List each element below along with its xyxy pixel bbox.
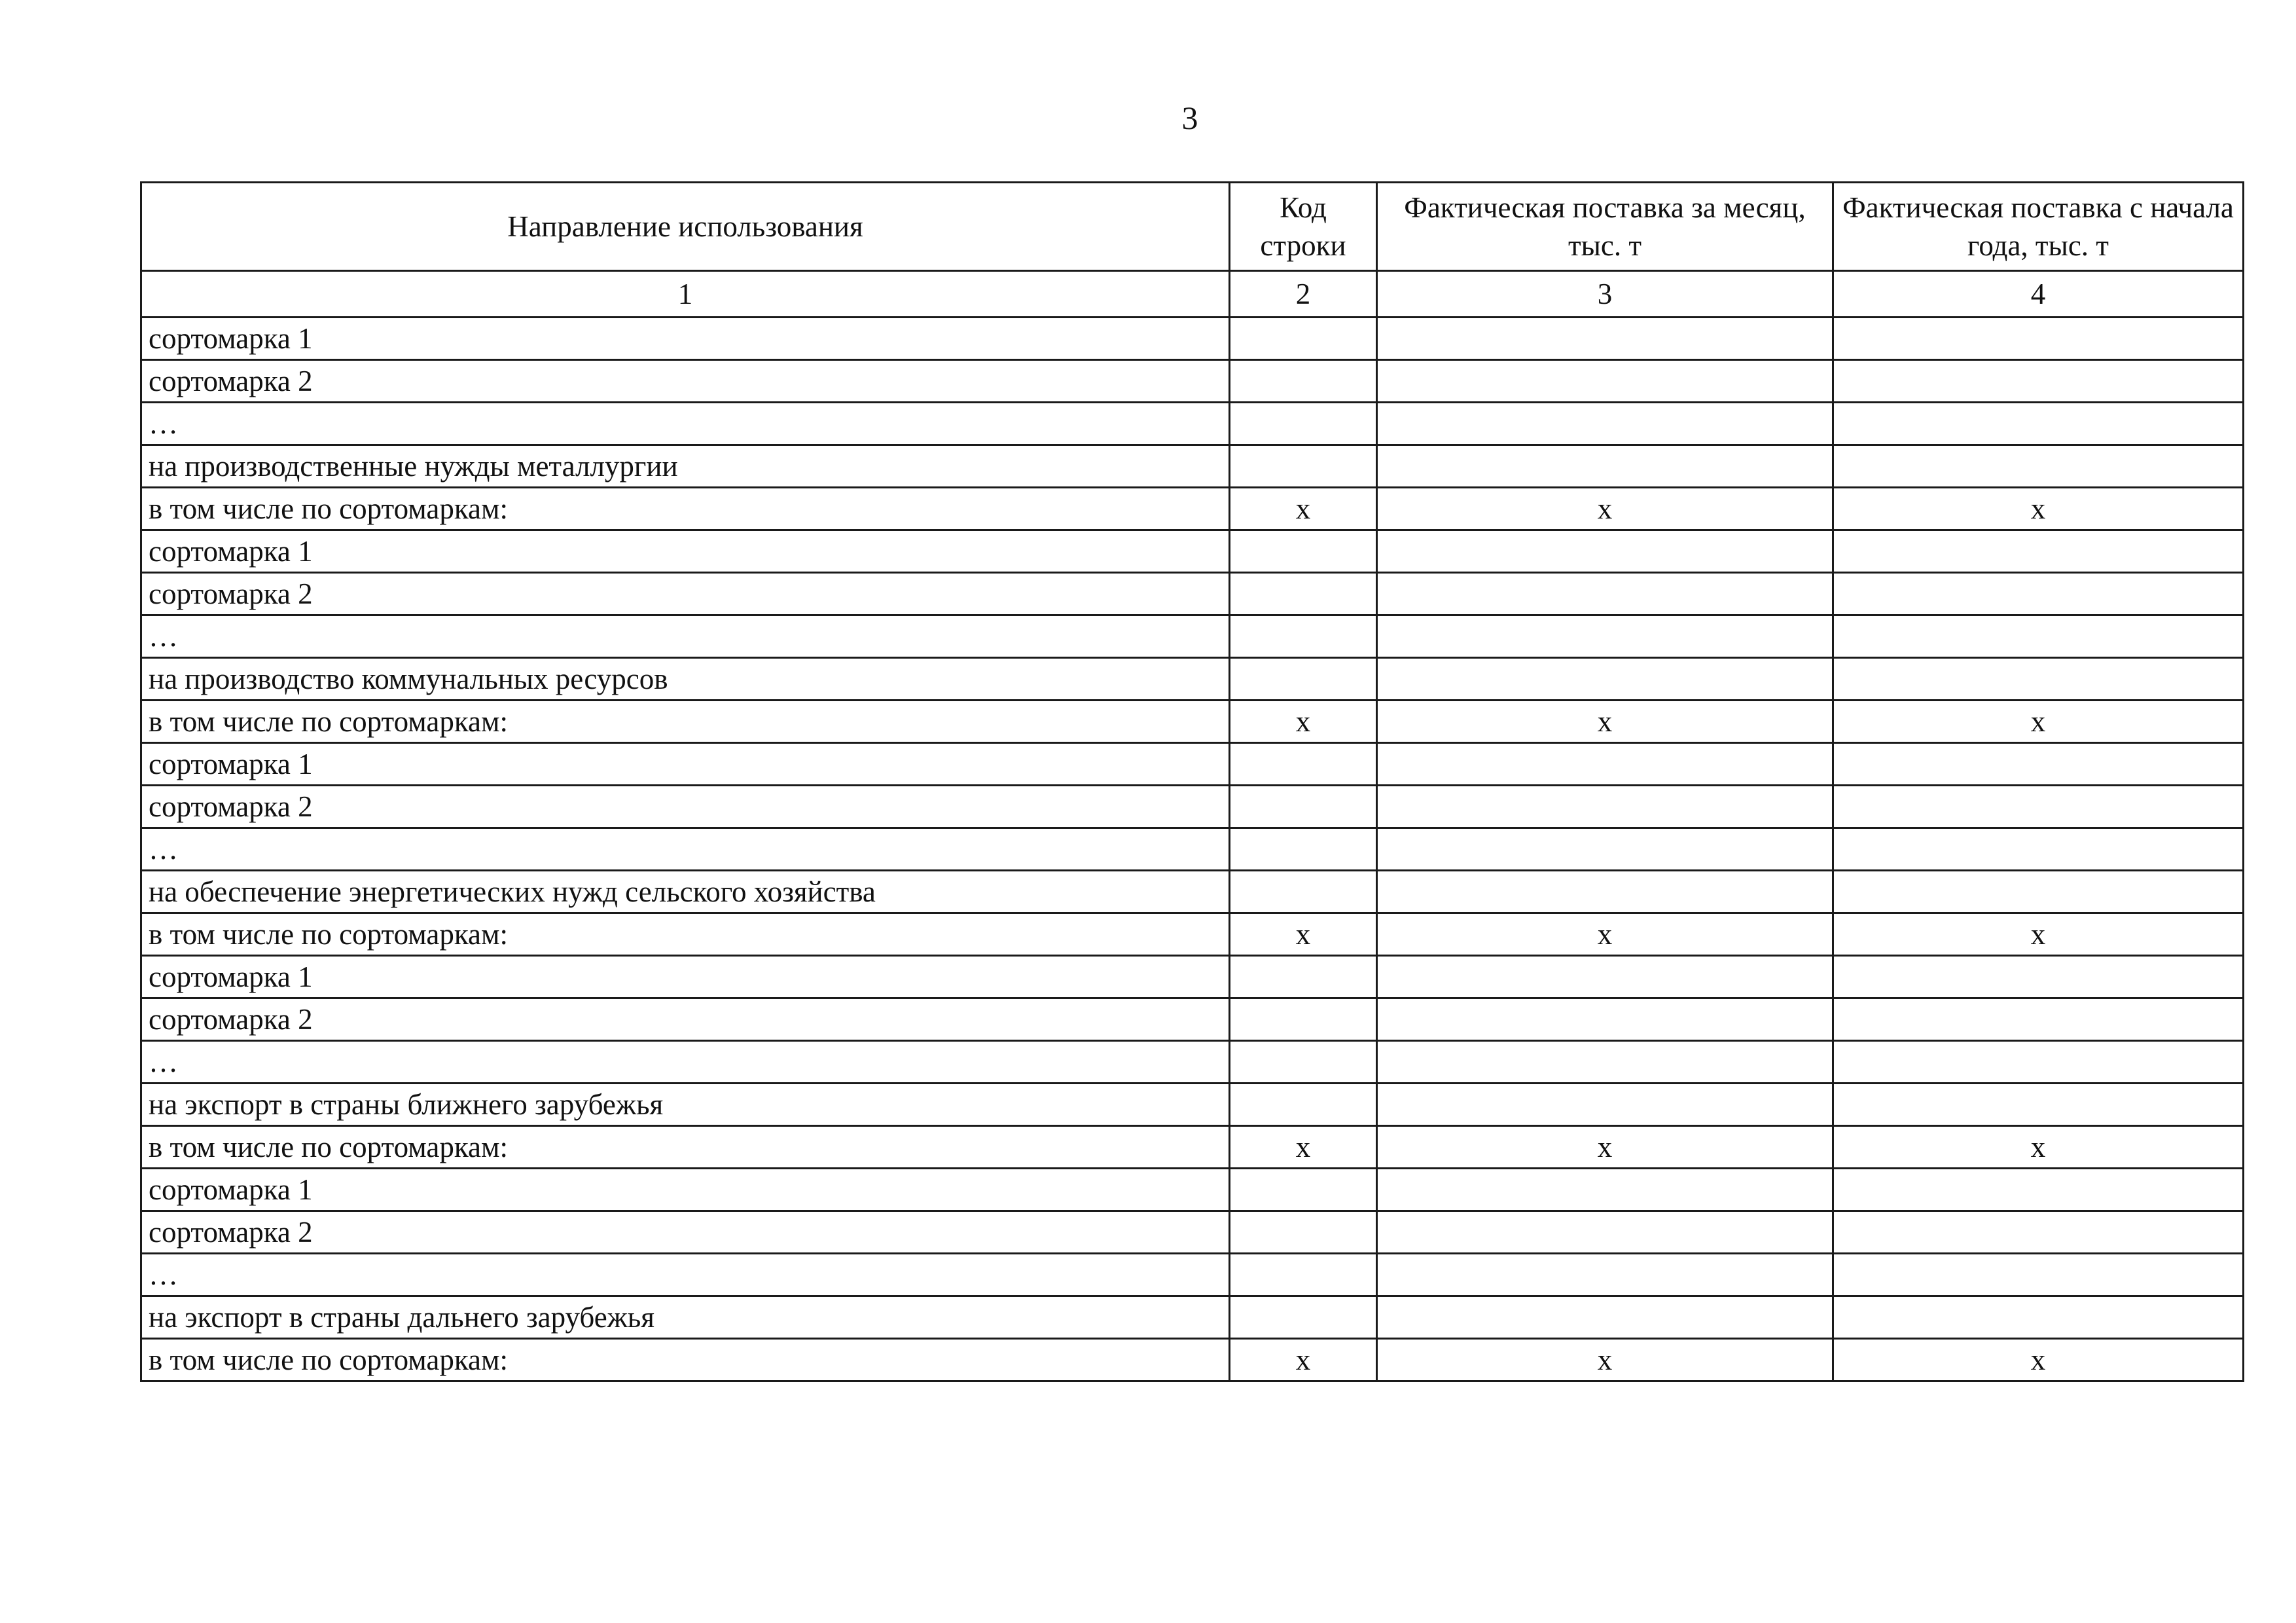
monthly-supply-cell: x — [1377, 1339, 1833, 1381]
usage-direction-cell: на экспорт в страны дальнего зарубежья — [141, 1296, 1230, 1339]
column-number: 1 — [141, 271, 1230, 318]
column-number-row — [141, 271, 2244, 318]
usage-direction-cell: на экспорт в страны ближнего зарубежья — [141, 1084, 1230, 1126]
row-code-cell — [1230, 1084, 1377, 1126]
row-code-cell — [1230, 1254, 1377, 1296]
table-row — [141, 615, 2244, 658]
row-code-cell — [1230, 786, 1377, 828]
row-code-cell — [1230, 1211, 1377, 1254]
table-row — [141, 913, 2244, 956]
ytd-supply-cell — [1833, 1254, 2244, 1296]
row-code-cell — [1230, 871, 1377, 913]
ytd-supply-cell — [1833, 1169, 2244, 1211]
usage-direction-cell: … — [141, 1254, 1230, 1296]
row-code-cell — [1230, 403, 1377, 445]
monthly-supply-cell — [1377, 1041, 1833, 1084]
table-header-row — [141, 183, 2244, 271]
ytd-supply-cell — [1833, 615, 2244, 658]
table-row — [141, 403, 2244, 445]
table-row — [141, 1211, 2244, 1254]
usage-direction-cell: в том числе по сортомаркам: — [141, 701, 1230, 743]
row-code-cell — [1230, 828, 1377, 871]
ytd-supply-cell — [1833, 318, 2244, 360]
row-code-cell — [1230, 743, 1377, 786]
monthly-supply-cell: x — [1377, 488, 1833, 530]
table-row — [141, 658, 2244, 701]
table-row — [141, 1126, 2244, 1169]
table-row — [141, 743, 2244, 786]
row-code-cell — [1230, 318, 1377, 360]
table-row — [141, 445, 2244, 488]
row-code-cell: x — [1230, 701, 1377, 743]
monthly-supply-cell — [1377, 1084, 1833, 1126]
ytd-supply-cell: x — [1833, 1126, 2244, 1169]
table-row — [141, 786, 2244, 828]
page-number: 3 — [1181, 100, 1198, 136]
ytd-supply-cell — [1833, 956, 2244, 998]
monthly-supply-cell — [1377, 1211, 1833, 1254]
table-row — [141, 871, 2244, 913]
row-code-cell — [1230, 956, 1377, 998]
table-row — [141, 573, 2244, 615]
table-row — [141, 1296, 2244, 1339]
header-monthly-supply: Фактическая поставка за месяц, тыс. т — [1377, 183, 1833, 271]
monthly-supply-cell: x — [1377, 1126, 1833, 1169]
usage-direction-cell: сортомарка 2 — [141, 573, 1230, 615]
ytd-supply-cell — [1833, 1084, 2244, 1126]
monthly-supply-cell — [1377, 615, 1833, 658]
ytd-supply-cell: x — [1833, 701, 2244, 743]
ytd-supply-cell: x — [1833, 488, 2244, 530]
usage-direction-cell: сортомарка 1 — [141, 743, 1230, 786]
usage-direction-cell: на обеспечение энергетических нужд сельского хозяйства — [141, 871, 1230, 913]
column-number: 4 — [1833, 271, 2244, 318]
usage-direction-cell: сортомарка 1 — [141, 1169, 1230, 1211]
monthly-supply-cell — [1377, 530, 1833, 573]
ytd-supply-cell — [1833, 998, 2244, 1041]
header-row-code: Код строки — [1230, 183, 1377, 271]
column-number: 3 — [1377, 271, 1833, 318]
monthly-supply-cell — [1377, 956, 1833, 998]
table-row — [141, 701, 2244, 743]
usage-direction-cell: сортомарка 1 — [141, 318, 1230, 360]
monthly-supply-cell — [1377, 403, 1833, 445]
header-ytd-supply: Фактическая поставка с начала года, тыс. т — [1833, 183, 2244, 271]
row-code-cell — [1230, 998, 1377, 1041]
table-row — [141, 1339, 2244, 1381]
ytd-supply-cell — [1833, 828, 2244, 871]
row-code-cell: x — [1230, 913, 1377, 956]
table-row — [141, 360, 2244, 403]
column-number: 2 — [1230, 271, 1377, 318]
monthly-supply-cell: x — [1377, 913, 1833, 956]
monthly-supply-cell — [1377, 871, 1833, 913]
monthly-supply-cell — [1377, 658, 1833, 701]
ytd-supply-cell — [1833, 1211, 2244, 1254]
monthly-supply-cell — [1377, 573, 1833, 615]
usage-direction-cell: … — [141, 1041, 1230, 1084]
row-code-cell: x — [1230, 488, 1377, 530]
monthly-supply-cell — [1377, 1296, 1833, 1339]
table-row — [141, 318, 2244, 360]
monthly-supply-cell — [1377, 786, 1833, 828]
table-row — [141, 1041, 2244, 1084]
ytd-supply-cell — [1833, 871, 2244, 913]
usage-direction-cell: сортомарка 2 — [141, 1211, 1230, 1254]
table-row — [141, 1169, 2244, 1211]
usage-direction-cell: сортомарка 2 — [141, 786, 1230, 828]
usage-direction-cell: на производственные нужды металлургии — [141, 445, 1230, 488]
monthly-supply-cell: x — [1377, 701, 1833, 743]
ytd-supply-cell: x — [1833, 913, 2244, 956]
ytd-supply-cell — [1833, 530, 2244, 573]
row-code-cell — [1230, 530, 1377, 573]
usage-direction-cell: в том числе по сортомаркам: — [141, 1339, 1230, 1381]
usage-direction-cell: … — [141, 615, 1230, 658]
ytd-supply-cell — [1833, 403, 2244, 445]
ytd-supply-cell — [1833, 743, 2244, 786]
table-row — [141, 1254, 2244, 1296]
row-code-cell — [1230, 573, 1377, 615]
usage-direction-cell: в том числе по сортомаркам: — [141, 913, 1230, 956]
row-code-cell — [1230, 1296, 1377, 1339]
row-code-cell — [1230, 445, 1377, 488]
usage-direction-cell: в том числе по сортомаркам: — [141, 488, 1230, 530]
row-code-cell — [1230, 1169, 1377, 1211]
table-row — [141, 828, 2244, 871]
ytd-supply-cell — [1833, 658, 2244, 701]
table-row — [141, 956, 2244, 998]
usage-direction-cell: сортомарка 2 — [141, 360, 1230, 403]
table-row — [141, 488, 2244, 530]
row-code-cell: x — [1230, 1126, 1377, 1169]
table-row — [141, 1084, 2244, 1126]
row-code-cell — [1230, 1041, 1377, 1084]
monthly-supply-cell — [1377, 445, 1833, 488]
ytd-supply-cell: x — [1833, 1339, 2244, 1381]
monthly-supply-cell — [1377, 318, 1833, 360]
usage-direction-cell: … — [141, 828, 1230, 871]
monthly-supply-cell — [1377, 828, 1833, 871]
usage-direction-cell: сортомарка 1 — [141, 956, 1230, 998]
ytd-supply-cell — [1833, 445, 2244, 488]
usage-direction-cell: сортомарка 1 — [141, 530, 1230, 573]
table-body — [141, 318, 2244, 1381]
usage-direction-cell: на производство коммунальных ресурсов — [141, 658, 1230, 701]
monthly-supply-cell — [1377, 998, 1833, 1041]
ytd-supply-cell — [1833, 1041, 2244, 1084]
table-row — [141, 530, 2244, 573]
row-code-cell — [1230, 615, 1377, 658]
row-code-cell — [1230, 360, 1377, 403]
ytd-supply-cell — [1833, 1296, 2244, 1339]
usage-direction-cell: … — [141, 403, 1230, 445]
ytd-supply-cell — [1833, 360, 2244, 403]
usage-direction-cell: сортомарка 2 — [141, 998, 1230, 1041]
header-direction: Направление использования — [141, 183, 1230, 271]
row-code-cell — [1230, 658, 1377, 701]
monthly-supply-cell — [1377, 1254, 1833, 1296]
monthly-supply-cell — [1377, 743, 1833, 786]
monthly-supply-cell — [1377, 1169, 1833, 1211]
monthly-supply-cell — [1377, 360, 1833, 403]
ytd-supply-cell — [1833, 573, 2244, 615]
usage-direction-cell: в том числе по сортомаркам: — [141, 1126, 1230, 1169]
table-row — [141, 998, 2244, 1041]
row-code-cell: x — [1230, 1339, 1377, 1381]
ytd-supply-cell — [1833, 786, 2244, 828]
supply-table — [140, 181, 2244, 1382]
